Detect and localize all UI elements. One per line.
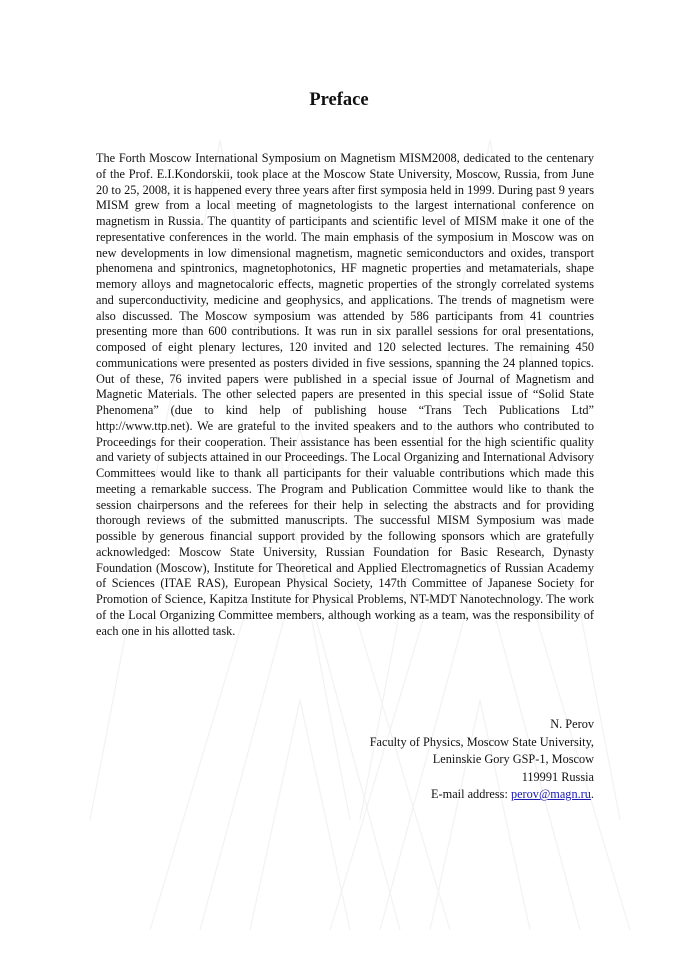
author-postal: 119991 Russia [521,769,594,784]
email-label: E-mail address: [431,787,511,802]
email-suffix: . [590,787,594,802]
signature-block [370,716,594,804]
email-link[interactable]: perov@magn.ru [510,787,591,802]
author-affiliation: Faculty of Physics, Moscow State University, [369,734,594,749]
preface-body: The Forth Moscow International Symposium on Magnetism MISM2008, dedicated to the centenary of the Prof. E.I.Kondorskii, took place at the Moscow State University, Moscow, Russia, from June 20 to 25, 2008, it is happened every three years after first symposia held in 1999. During past 9 years MISM grew from a local meeting of magnetologists to the largest international conference on magnetism in Russia. The quantity of participants and scientific level of MISM make it one of the representative conferences in the world. The main emphasis of the symposium in Moscow was on new developments in low dimensional magnetism, magnetic semiconductors and oxides, transport phenomena and spintronics, magnetophotonics, HF magnetic properties and metamaterials, shape memory alloys and magnetocaloric effects, magnetic properties of the strongly correlated systems and superconductivity, medicine and geophysics, and applications. The trends of magnetism were also discussed. The Moscow symposium was attended by 586 participants from 41 countries presenting more than 600 contributions. It was run in six parallel sessions for oral presentations, composed of eight plenary lectures, 120 invited and 120 selected lectures. The remaining 450 communications were presented as posters divided in five sessions, spanning the 24 planned topics. Out of these, 76 invited papers were published in a special issue of Journal of Magnetism and Magnetic Materials. The other selected papers are presented in this special issue of “Solid State Phenomena” (due to kind help of publishing house “Trans Tech Publications Ltd” http://www.ttp.net). We are grateful to the invited speakers and to the authors who contributed to Proceedings for their cooperation. Their assistance has been essential for the high scientific quality and variety of subjects attained in our Proceedings. The Local Organizing and International Advisory Committees would like to thank all participants for their valuable contributions which made this meeting a remarkable success. The Program and Publication Committee would like to thank the session chairpersons and the referees for their help in selecting the abstracts and for providing thorough reviews of the submitted manuscripts. The successful MISM Symposium was made possible by generous financial support provided by the following sponsors which are gratefully acknowledged: Moscow State University, Russian Foundation for Basic Research, Dynasty Foundation (Moscow), Institute for Theoretical and Applied Electromagnetics of Russian Academy of Sciences (ITAE RAS), European Physical Society, 147th Committee of Japanese Society for Promotion of Science, Kapitza Institute for Physical Problems, NT-MDT Nanotechnology. The work of the Local Organizing Committee members, although working as a team, was the responsibility of each one in his allotted task. [96,151,594,638]
page-title: Preface [309,90,369,110]
author-address: Leninskie Gory GSP-1, Moscow [432,752,594,767]
author-name: N. Perov [550,717,594,731]
email-line [370,786,594,804]
